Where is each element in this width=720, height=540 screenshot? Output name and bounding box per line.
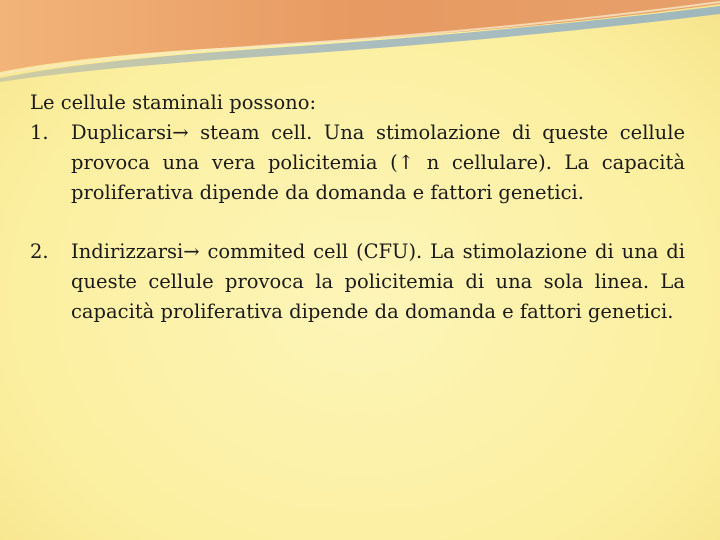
- list-item-2: [30, 237, 685, 327]
- list-number-2: 2.: [30, 240, 49, 263]
- list-number-1: 1.: [30, 121, 49, 144]
- banner-orange-wave: [0, 0, 720, 72]
- list-item-1: [30, 118, 685, 208]
- list-text-2: Indirizzarsi→ commited cell (CFU). La stimolazione di una di queste cellule provoca la policitemia di una sola linea. La capacità proliferativa dipende da domanda e fattori genetici.: [71, 240, 685, 323]
- intro-heading: Le cellule staminali possono:: [30, 91, 317, 114]
- spacer: [30, 208, 685, 237]
- list-text-1: Duplicarsi→ steam cell. Una stimolazione di queste cellule provoca una vera policitemia (↑ n cellulare). La capacità proliferativa dipende da domanda e fattori genetici.: [71, 121, 685, 204]
- decorative-banner: [0, 0, 720, 90]
- slide-content: [30, 88, 685, 327]
